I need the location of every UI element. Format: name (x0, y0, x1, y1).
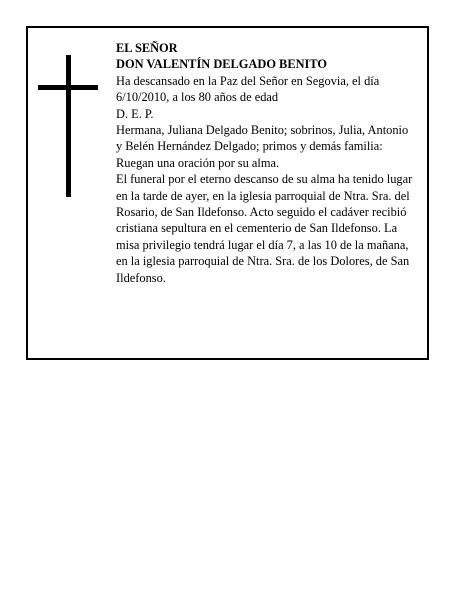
death-announcement: Ha descansado en la Paz del Señor en Segovia, el día 6/10/2010, a los 80 años de edad (116, 73, 380, 105)
deceased-name: DON VALENTÍN DELGADO BENITO (116, 57, 328, 72)
prayer-request: Ruegan una oración por su alma. (116, 155, 280, 170)
funeral-details: El funeral por el eterno descanso de su alma ha tenido lugar en la tarde de ayer, en la iglesia parroquial de Ntra. Sra. del Rosario, de San Ildefonso. Acto seguido el cadáver recibió cristiana sepultura en el cementerio de San Ildefonso. La misa privilegio tendrá lugar el día 7, a las 10 de la mañana, en la iglesia parroquial de Ntra. Sra. de los Dolores, de San Ildefonso. (116, 172, 413, 285)
obituary-text (116, 40, 416, 286)
cross-horizontal-bar (38, 85, 98, 90)
cross-vertical-bar (66, 55, 71, 197)
rip-line: D. E. P. (116, 106, 154, 121)
obituary-notice (26, 26, 429, 360)
family-members: Hermana, Juliana Delgado Benito; sobrinos, Julia, Antonio y Belén Hernández Delgado; primos y demás familia: (116, 123, 409, 154)
heading-title: EL SEÑOR (116, 41, 178, 55)
